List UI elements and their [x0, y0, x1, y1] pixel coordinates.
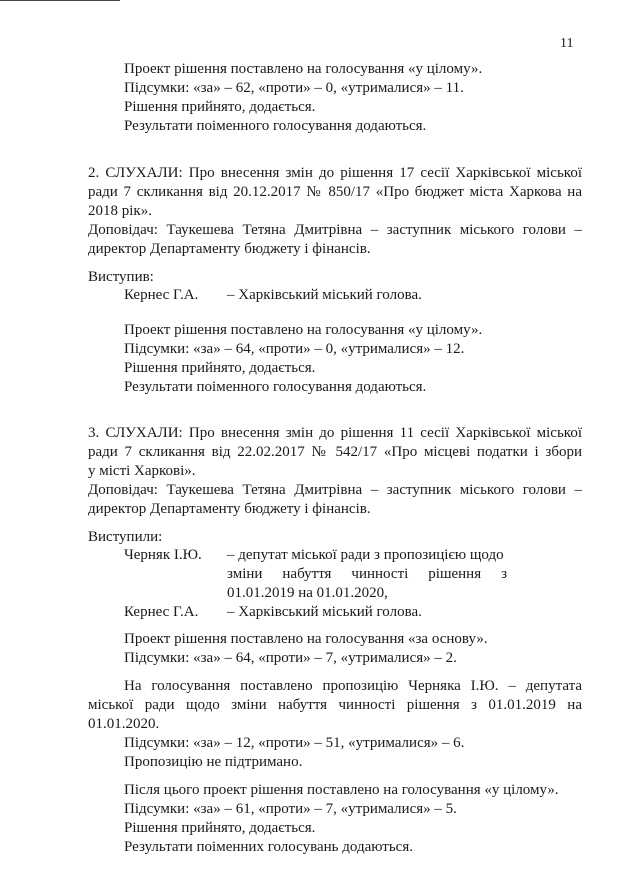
speaker-role: – Харківський міський голова. — [227, 604, 422, 620]
page-number: 11 — [560, 36, 574, 51]
result-line: Результати поіменного голосування додаються. — [124, 379, 427, 395]
result-line: Результати поіменного голосування додаються. — [124, 118, 427, 134]
result-line: Підсумки: «за» – 64, «проти» – 0, «утрималися» – 12. — [124, 341, 465, 357]
result-line: Проект рішення поставлено на голосування «у цілому». — [124, 61, 483, 77]
speaker-role: – Харківський міський голова. — [227, 287, 422, 303]
reporter-line: директор Департаменту бюджету і фінансів. — [88, 241, 371, 257]
reporter-line: Доповідач: Таукешева Тетяна Дмитрівна – заступник міського голови – — [88, 222, 582, 238]
reporter-line: Доповідач: Таукешева Тетяна Дмитрівна – заступник міського голови – — [88, 482, 582, 498]
result-line: Пропозицію не підтримано. — [124, 754, 303, 770]
proposal-line: міської ради щодо зміни набуття чинності рішення з 01.01.2019 на — [88, 697, 582, 713]
result-line: Результати поіменних голосувань додаються. — [124, 839, 413, 855]
speaker-role: – депутат міської ради з пропозицією щодо — [227, 547, 504, 563]
agenda-heading-line: ради 7 скликання від 22.02.2017 № 542/17 «Про місцеві податки і збори — [88, 444, 582, 460]
result-line: Проект рішення поставлено на голосування «за основу». — [124, 631, 488, 647]
proposal-line: На голосування поставлено пропозицію Черняка І.Ю. – депутата — [124, 678, 582, 694]
speaker-name: Кернес Г.А. — [124, 287, 199, 303]
agenda-heading-line: 2018 рік». — [88, 203, 152, 219]
speeches-label: Виступили: — [88, 529, 163, 545]
proposal-line: 01.01.2020. — [88, 716, 160, 732]
speaker-name: Черняк І.Ю. — [124, 547, 202, 563]
result-line: Підсумки: «за» – 61, «проти» – 7, «утрималися» – 5. — [124, 801, 457, 817]
result-line: Підсумки: «за» – 62, «проти» – 0, «утрималися» – 11. — [124, 80, 464, 96]
scan-artifact-line — [0, 0, 120, 1]
speaker-role: 01.01.2019 на 01.01.2020, — [227, 585, 388, 601]
result-line: Рішення прийнято, додається. — [124, 99, 316, 115]
result-line: Після цього проект рішення поставлено на голосування «у цілому». — [124, 782, 559, 798]
agenda-heading-line: 3. СЛУХАЛИ: Про внесення змін до рішення 11 сесії Харківської міської — [88, 425, 582, 441]
speaker-name: Кернес Г.А. — [124, 604, 199, 620]
result-line: Підсумки: «за» – 64, «проти» – 7, «утрималися» – 2. — [124, 650, 457, 666]
agenda-heading-line: ради 7 скликання від 20.12.2017 № 850/17 «Про бюджет міста Харкова на — [88, 184, 582, 200]
agenda-heading-line: у місті Харкові». — [88, 463, 196, 479]
agenda-heading-line: 2. СЛУХАЛИ: Про внесення змін до рішення 17 сесії Харківської міської — [88, 165, 582, 181]
result-line: Рішення прийнято, додається. — [124, 820, 316, 836]
result-line: Проект рішення поставлено на голосування «у цілому». — [124, 322, 483, 338]
result-line: Підсумки: «за» – 12, «проти» – 51, «утрималися» – 6. — [124, 735, 465, 751]
speaker-role: зміни набуття чинності рішення з — [227, 566, 507, 582]
reporter-line: директор Департаменту бюджету і фінансів. — [88, 501, 371, 517]
result-line: Рішення прийнято, додається. — [124, 360, 316, 376]
speeches-label: Виступив: — [88, 269, 154, 285]
